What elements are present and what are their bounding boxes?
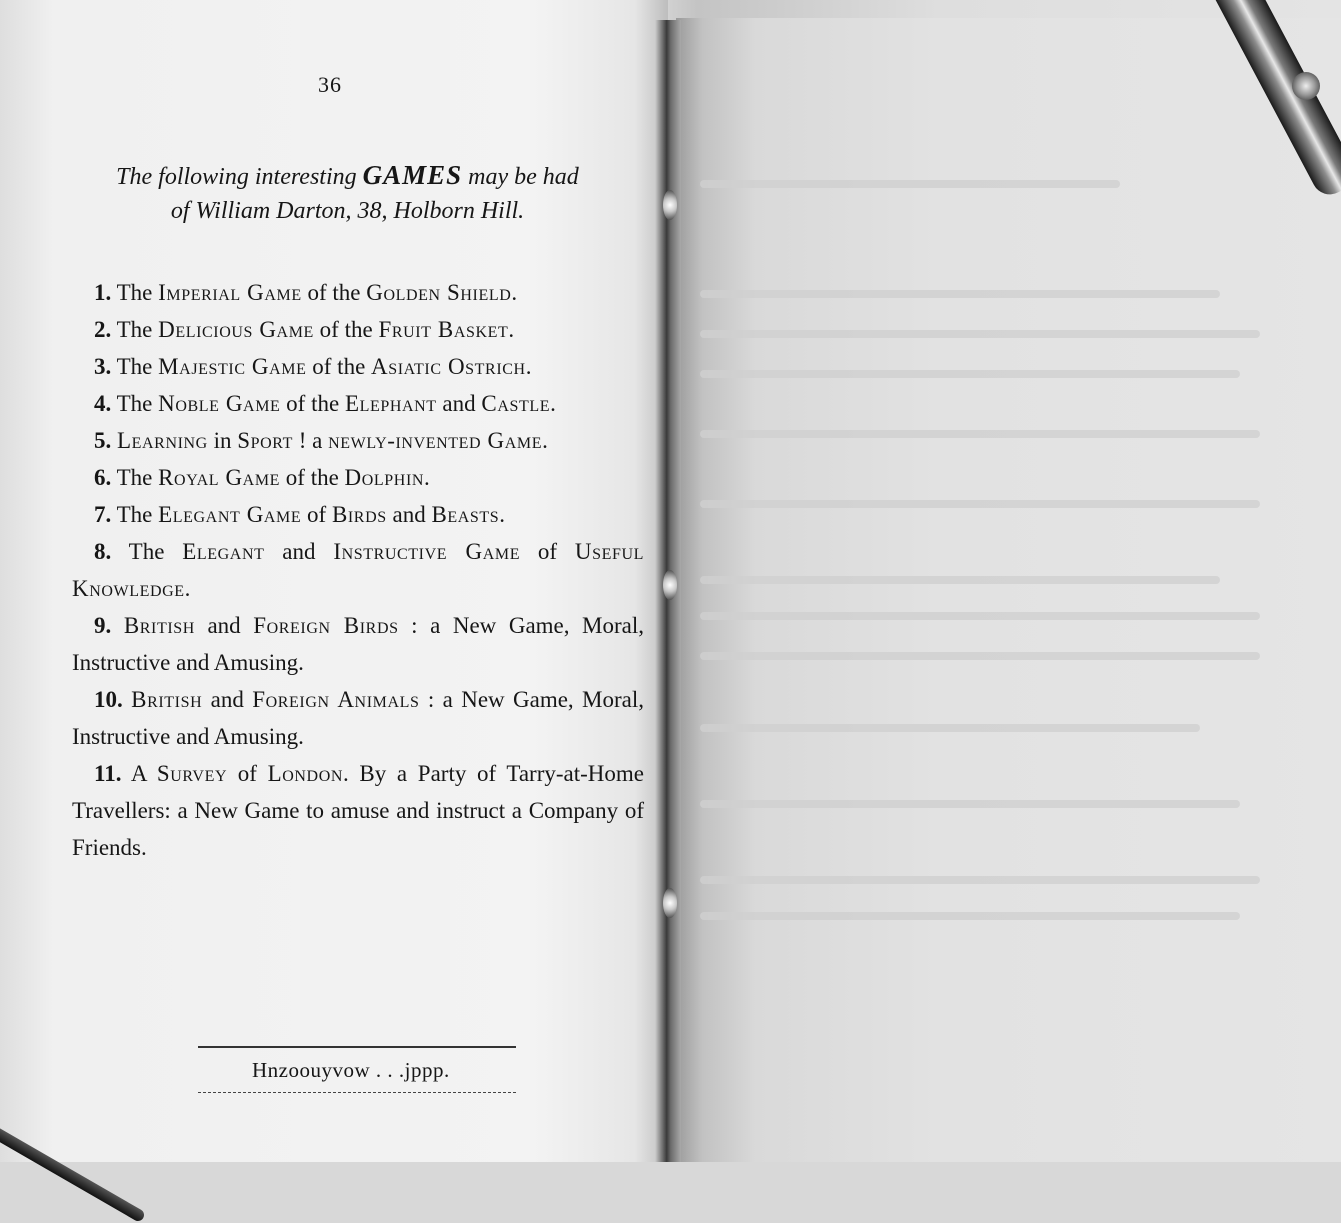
entry-title-smallcaps: London (267, 761, 344, 786)
entry-text: . (499, 502, 506, 527)
entry-text: of (520, 539, 575, 564)
entry-text: . (542, 428, 548, 453)
entry-title-smallcaps: Delicious Game (158, 317, 314, 342)
entry-number: 5. (94, 428, 112, 453)
game-entry (72, 496, 644, 533)
entry-text: and (264, 539, 334, 564)
page-number: 36 (318, 72, 342, 97)
entry-text: The (116, 391, 159, 416)
entry-text: . (424, 465, 430, 490)
game-entry (72, 385, 644, 422)
entry-text: in (207, 428, 238, 453)
entry-title-smallcaps: Elegant (182, 539, 265, 564)
entry-text: . (508, 317, 515, 342)
right-page-blank (676, 18, 1341, 1162)
entry-title-smallcaps: Sport (237, 428, 293, 453)
catalogue-heading (60, 158, 635, 228)
game-entry (72, 311, 644, 348)
entry-text: and (202, 687, 253, 712)
entry-text: of the (280, 465, 345, 490)
entry-text: . (525, 354, 532, 379)
show-through-line (700, 612, 1260, 620)
game-entry (72, 348, 644, 385)
entry-text: and (386, 502, 432, 527)
show-through-line (700, 290, 1220, 298)
printer-imprint: Hnzoouyvow . . .jppp. (252, 1058, 450, 1082)
entry-text: : a New Game, Moral, Instructive and Amusing. (72, 613, 645, 675)
entry-text: of the (280, 391, 345, 416)
heading-games-word: GAMES (362, 160, 463, 190)
entry-text: and (436, 391, 482, 416)
heading-text: The following interesting (116, 164, 363, 190)
entry-title-smallcaps: Fruit Basket (378, 317, 509, 342)
entry-text: The (116, 502, 159, 527)
entry-title-smallcaps: Beasts (431, 502, 500, 527)
entry-number: 7. (94, 502, 112, 527)
show-through-line (700, 330, 1260, 338)
game-entry (72, 607, 644, 681)
games-list (72, 274, 644, 866)
entry-title-smallcaps: Useful Knowledge (72, 539, 644, 601)
entry-number: 8. (94, 539, 112, 564)
binding-stitch (663, 190, 677, 220)
entry-title-smallcaps: Foreign Animals (252, 687, 420, 712)
entry-number: 2. (94, 317, 112, 342)
entry-title-smallcaps: Royal Game (158, 465, 281, 490)
entry-title-smallcaps: British (131, 687, 203, 712)
entry-text: of the (313, 317, 379, 342)
entry-title-smallcaps: Noble Game (158, 391, 281, 416)
entry-number: 1. (94, 280, 112, 305)
show-through-line (700, 724, 1200, 732)
show-through-line (700, 430, 1260, 438)
entry-text: of the (301, 280, 367, 305)
game-entry (72, 681, 644, 755)
entry-text: . (511, 280, 518, 305)
entry-title-smallcaps: British (123, 613, 195, 638)
entry-text: The (116, 280, 159, 305)
binding-stitch (663, 570, 677, 600)
show-through-line (700, 800, 1240, 808)
entry-text: The (116, 317, 159, 342)
entry-title-smallcaps: Imperial Game (158, 280, 302, 305)
entry-title-smallcaps: Elegant Game (158, 502, 302, 527)
entry-title-smallcaps: Castle (481, 391, 551, 416)
show-through-line (700, 876, 1260, 884)
entry-title-smallcaps: Dolphin (344, 465, 425, 490)
entry-number: 6. (94, 465, 112, 490)
entry-number: 3. (94, 354, 112, 379)
entry-text: . (184, 576, 191, 601)
entry-title-smallcaps: Elephant (344, 391, 437, 416)
heading-line-1 (60, 158, 635, 194)
heading-line-2: of William Darton, 38, Holborn Hill. (170, 198, 525, 224)
entry-title-smallcaps: Foreign Birds (253, 613, 399, 638)
show-through-line (700, 500, 1260, 508)
entry-text: of (227, 761, 268, 786)
entry-number: 4. (94, 391, 112, 416)
game-entry (72, 422, 644, 459)
entry-title-smallcaps: Golden Shield (366, 280, 512, 305)
entry-text: ! a (292, 428, 329, 453)
entry-text: of (301, 502, 332, 527)
show-through-line (700, 652, 1260, 660)
heading-text: may be had (462, 164, 579, 190)
entry-text: The (116, 465, 159, 490)
entry-title-smallcaps: Majestic Game (158, 354, 307, 379)
binding-stitch (663, 888, 677, 918)
entry-text: of the (306, 354, 372, 379)
show-through-line (700, 370, 1240, 378)
entry-number: 10. (94, 687, 123, 712)
game-entry (72, 533, 644, 607)
entry-number: 11. (94, 761, 122, 786)
entry-title-smallcaps: Instructive Game (333, 539, 521, 564)
game-entry (72, 755, 644, 866)
entry-number: 9. (94, 613, 112, 638)
entry-text: The (116, 354, 159, 379)
game-entry (72, 459, 644, 496)
entry-title-smallcaps: Survey (156, 761, 228, 786)
entry-title-smallcaps: Learning (117, 428, 208, 453)
entry-text: A (130, 761, 157, 786)
show-through-line (700, 576, 1220, 584)
entry-text: : a New Game, Moral, Instructive and Amusing. (72, 687, 645, 749)
rule-bottom (198, 1092, 516, 1093)
entry-text: . By a Party of Tarry-at-Home Travellers: a New Game to amuse and instruct a Company of Friends. (72, 761, 644, 860)
entry-title-smallcaps: newly-invented Game (328, 428, 543, 453)
show-through-line (700, 912, 1240, 920)
entry-title-smallcaps: Asiatic Ostrich (371, 354, 526, 379)
entry-text: and (194, 613, 254, 638)
entry-text: . (550, 391, 556, 416)
scissors-screw (1292, 72, 1320, 100)
rule-top (198, 1046, 516, 1048)
show-through-line (700, 180, 1120, 188)
entry-text: The (128, 539, 183, 564)
entry-title-smallcaps: Birds (331, 502, 387, 527)
game-entry (72, 274, 644, 311)
